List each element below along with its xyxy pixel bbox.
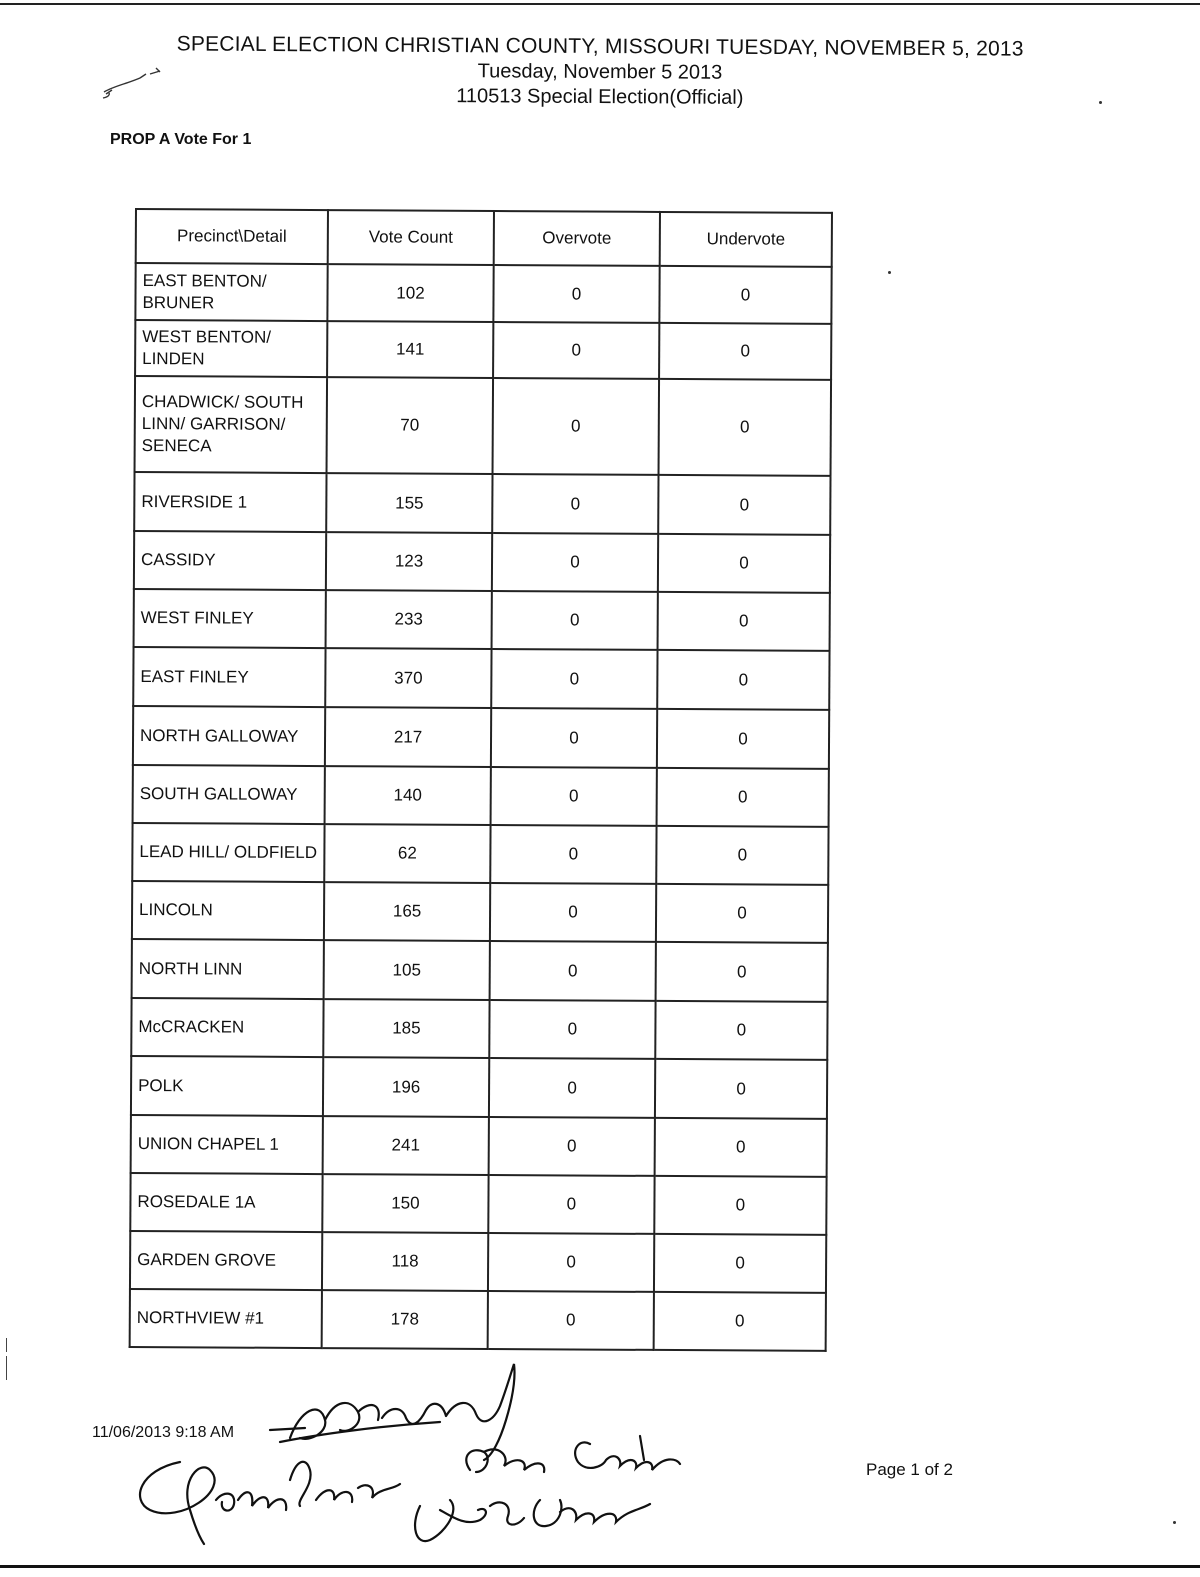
undervote-cell: 0 [655, 1001, 827, 1060]
precinct-cell: SOUTH GALLOWAY [133, 765, 325, 824]
column-header-precinct: Precinct\Detail [136, 209, 328, 264]
overvote-cell: 0 [490, 825, 656, 884]
undervote-cell: 0 [657, 768, 829, 827]
vote-count-cell: 165 [324, 882, 490, 941]
proposition-label: PROP A Vote For 1 [110, 131, 252, 148]
table-row [134, 531, 830, 593]
vote-count-cell: 233 [326, 590, 492, 649]
election-name: 110513 Special Election(Official) [456, 85, 744, 109]
overvote-cell: 0 [488, 1175, 654, 1234]
column-header-vote-count: Vote Count [328, 210, 494, 265]
overvote-cell: 0 [490, 941, 656, 1001]
precinct-cell: RIVERSIDE 1 [134, 472, 326, 532]
precinct-cell: CASSIDY [134, 531, 326, 590]
vote-count-cell: 140 [325, 766, 491, 825]
vote-count-cell: 370 [325, 648, 491, 708]
vote-count-cell: 102 [327, 264, 493, 322]
overvote-cell: 0 [491, 649, 657, 709]
undervote-cell: 0 [659, 323, 831, 380]
table-row [131, 998, 827, 1060]
vote-count-cell: 178 [322, 1290, 488, 1349]
undervote-cell: 0 [658, 592, 830, 651]
vote-count-cell: 196 [323, 1057, 489, 1117]
vote-count-cell: 105 [324, 940, 490, 1000]
overvote-cell: 0 [492, 474, 658, 534]
undervote-cell: 0 [657, 709, 829, 769]
undervote-cell: 0 [655, 1059, 827, 1119]
precinct-cell: ROSEDALE 1A [130, 1173, 322, 1232]
undervote-cell: 0 [654, 1176, 826, 1235]
undervote-cell: 0 [658, 534, 830, 593]
report-title: SPECIAL ELECTION CHRISTIAN COUNTY, MISSOURI TUESDAY, NOVEMBER 5, 2013 [176, 32, 1024, 61]
undervote-cell: 0 [659, 266, 831, 324]
column-header-overvote: Overvote [494, 211, 660, 266]
precinct-cell: WEST FINLEY [134, 589, 326, 648]
overvote-cell: 0 [489, 1058, 655, 1118]
table-row [132, 939, 828, 1002]
precinct-cell: NORTH LINN [132, 939, 324, 999]
table-row [135, 263, 831, 324]
table-row [132, 823, 828, 885]
precinct-cell: NORTH GALLOWAY [133, 706, 325, 766]
undervote-cell: 0 [656, 884, 828, 943]
vote-count-cell: 217 [325, 707, 491, 767]
overvote-cell: 0 [493, 378, 660, 475]
table-row [133, 765, 829, 827]
precinct-cell: McCRACKEN [131, 998, 323, 1057]
vote-count-cell: 62 [324, 824, 490, 883]
column-header-undervote: Undervote [660, 212, 832, 267]
overvote-cell: 0 [491, 708, 657, 768]
results-table [129, 208, 833, 1352]
precinct-cell: WEST BENTON/ LINDEN [135, 320, 327, 377]
precinct-cell: EAST FINLEY [133, 647, 325, 707]
precinct-cell: LEAD HILL/ OLDFIELD [132, 823, 324, 882]
scan-speck [1099, 101, 1102, 104]
table-row [130, 1231, 826, 1293]
table-row [134, 472, 830, 535]
margin-mark [6, 1338, 7, 1352]
vote-count-cell: 155 [326, 473, 492, 533]
undervote-cell: 0 [655, 1118, 827, 1177]
undervote-cell: 0 [654, 1234, 826, 1293]
table-row [134, 589, 830, 651]
vote-count-cell: 123 [326, 532, 492, 591]
overvote-cell: 0 [492, 533, 658, 592]
precinct-cell: POLK [131, 1056, 323, 1116]
overvote-cell: 0 [491, 767, 657, 826]
table-row [132, 881, 828, 943]
vote-count-cell: 70 [327, 377, 494, 474]
print-timestamp: 11/06/2013 9:18 AM [92, 1424, 235, 1441]
overvote-cell: 0 [492, 591, 658, 650]
overvote-cell: 0 [488, 1233, 654, 1292]
scan-speck [888, 271, 891, 274]
undervote-cell: 0 [656, 826, 828, 885]
table-row [131, 1056, 827, 1119]
table-row [133, 706, 829, 769]
bottom-border-line [0, 1565, 1200, 1568]
overvote-cell: 0 [489, 1000, 655, 1059]
undervote-cell: 0 [656, 942, 828, 1002]
page-number: Page 1 of 2 [866, 1460, 953, 1479]
precinct-cell: LINCOLN [132, 881, 324, 940]
vote-count-cell: 185 [323, 999, 489, 1058]
margin-mark [6, 1356, 7, 1380]
table-row [131, 1115, 827, 1177]
vote-count-cell: 150 [322, 1174, 488, 1233]
overvote-cell: 0 [489, 1117, 655, 1176]
precinct-cell: GARDEN GROVE [130, 1231, 322, 1290]
undervote-cell: 0 [654, 1292, 826, 1351]
undervote-cell: 0 [658, 475, 830, 535]
vote-count-cell: 141 [327, 321, 493, 378]
table-row [135, 376, 832, 476]
table-row [133, 647, 829, 710]
overvote-cell: 0 [488, 1291, 654, 1350]
scan-speck [1173, 1521, 1176, 1524]
table-row [135, 320, 831, 380]
precinct-cell: NORTHVIEW #1 [130, 1289, 322, 1348]
undervote-cell: 0 [657, 650, 829, 710]
table-row [130, 1289, 826, 1351]
table-header-row [136, 209, 832, 267]
table-row [130, 1173, 826, 1235]
election-date: Tuesday, November 5 2013 [477, 60, 723, 84]
vote-count-cell: 241 [323, 1116, 489, 1175]
overvote-cell: 0 [490, 883, 656, 942]
precinct-cell: EAST BENTON/ BRUNER [135, 263, 327, 321]
top-border-line [0, 3, 1200, 5]
vote-count-cell: 118 [322, 1232, 488, 1291]
overvote-cell: 0 [493, 322, 659, 379]
report-header [120, 31, 1080, 113]
signatures-image [120, 1360, 760, 1560]
precinct-cell: CHADWICK/ SOUTH LINN/ GARRISON/ SENECA [135, 376, 328, 473]
precinct-cell: UNION CHAPEL 1 [131, 1115, 323, 1174]
overvote-cell: 0 [493, 265, 659, 323]
undervote-cell: 0 [659, 379, 832, 476]
